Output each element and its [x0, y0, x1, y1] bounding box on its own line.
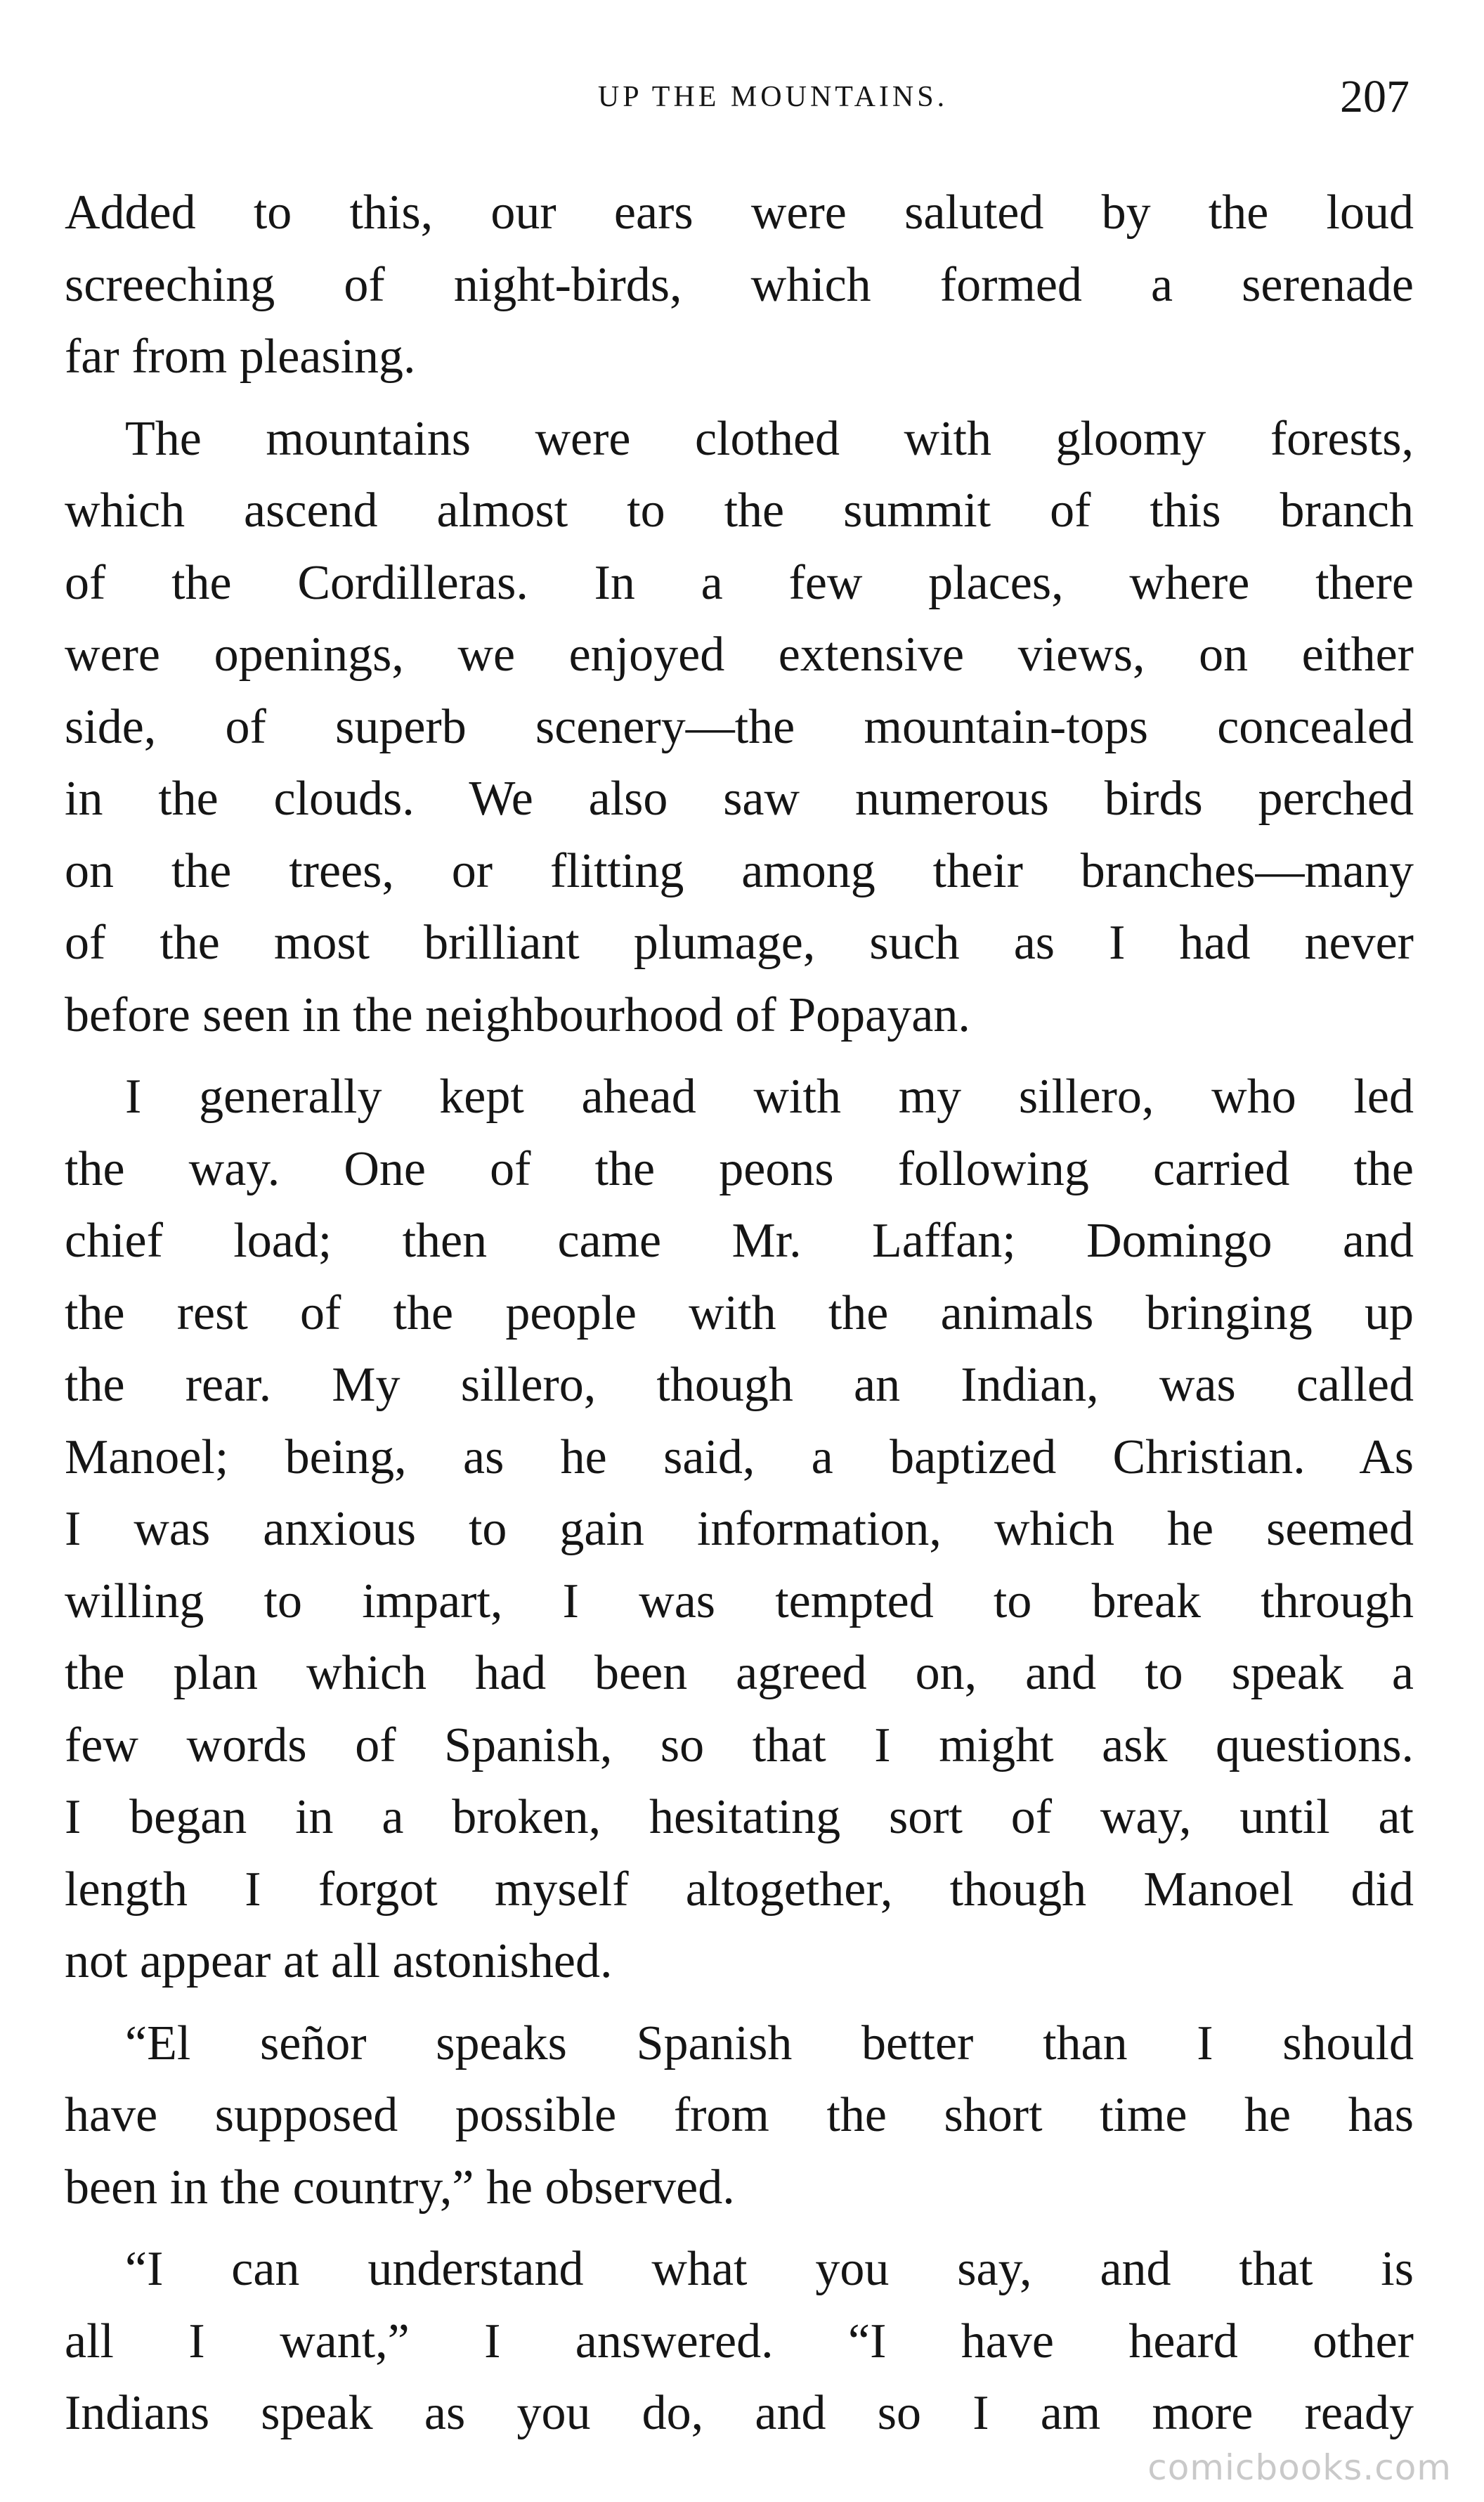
text-line: I generally kept ahead with my sillero, who led	[125, 1070, 1414, 1124]
text-line: all I want,” I answered. “I have heard other	[65, 2314, 1414, 2368]
text-line: the way. One of the peons following carried the	[65, 1141, 1414, 1196]
text-line: Added to this, our ears were saluted by the loud	[65, 186, 1414, 240]
text-line: were openings, we enjoyed extensive views, on either	[65, 628, 1414, 682]
text-line: have supposed possible from the short time he has	[65, 2088, 1414, 2142]
text-line: “El señor speaks Spanish better than I should	[125, 2016, 1414, 2070]
text-line: “I can understand what you say, and that is	[125, 2242, 1414, 2296]
watermark: comicbooks.com	[1147, 2447, 1452, 2488]
paragraph-gap	[65, 394, 1414, 403]
paragraph-gap	[65, 2224, 1414, 2234]
text-line: which ascend almost to the summit of this branch	[65, 484, 1414, 538]
paragraph	[65, 177, 1414, 394]
text-line: screeching of night-birds, which formed a serenade	[65, 257, 1414, 312]
text-line: the rest of the people with the animals bringing up	[65, 1285, 1414, 1340]
body-text	[65, 177, 1414, 2450]
text-line: I began in a broken, hesitating sort of way, until at	[65, 1790, 1414, 1844]
text-line: far from pleasing.	[65, 330, 416, 384]
text-line: few words of Spanish, so that I might ask questions.	[65, 1718, 1414, 1772]
text-line: Indians speak as you do, and so I am more ready	[65, 2386, 1414, 2440]
paragraph	[65, 2234, 1414, 2450]
text-line: side, of superb scenery—the mountain-tops concealed	[65, 699, 1414, 754]
text-line: length I forgot myself altogether, though Manoel did	[65, 1862, 1414, 1917]
paragraph-gap	[65, 1998, 1414, 2008]
text-line: been in the country,” he observed.	[65, 2160, 735, 2215]
text-line: the plan which had been agreed on, and to speak a	[65, 1646, 1414, 1700]
text-line: Manoel; being, as he said, a baptized Christian. As	[65, 1430, 1414, 1484]
text-line: before seen in the neighbourhood of Popayan.	[65, 987, 970, 1042]
text-line: the rear. My sillero, though an Indian, was called	[65, 1358, 1414, 1412]
text-line: chief load; then came Mr. Laffan; Domingo and	[65, 1214, 1414, 1268]
text-line: of the most brilliant plumage, such as I had never	[65, 916, 1414, 970]
text-line: willing to impart, I was tempted to break through	[65, 1574, 1414, 1628]
paragraph-gap	[65, 1051, 1414, 1061]
running-title: UP THE MOUNTAINS.	[597, 81, 949, 113]
text-line: of the Cordilleras. In a few places, where there	[65, 555, 1414, 610]
paragraph	[65, 2008, 1414, 2224]
page-number: 207	[1340, 71, 1410, 122]
running-head	[0, 70, 1484, 127]
paragraph	[65, 1061, 1414, 1998]
paragraph	[65, 403, 1414, 1052]
text-line: not appear at all astonished.	[65, 1934, 613, 1988]
text-line: The mountains were clothed with gloomy forests,	[125, 411, 1414, 466]
text-line: in the clouds. We also saw numerous birds perched	[65, 772, 1414, 826]
text-line: on the trees, or flitting among their branches—many	[65, 843, 1414, 898]
text-line: I was anxious to gain information, which he seemed	[65, 1502, 1414, 1556]
